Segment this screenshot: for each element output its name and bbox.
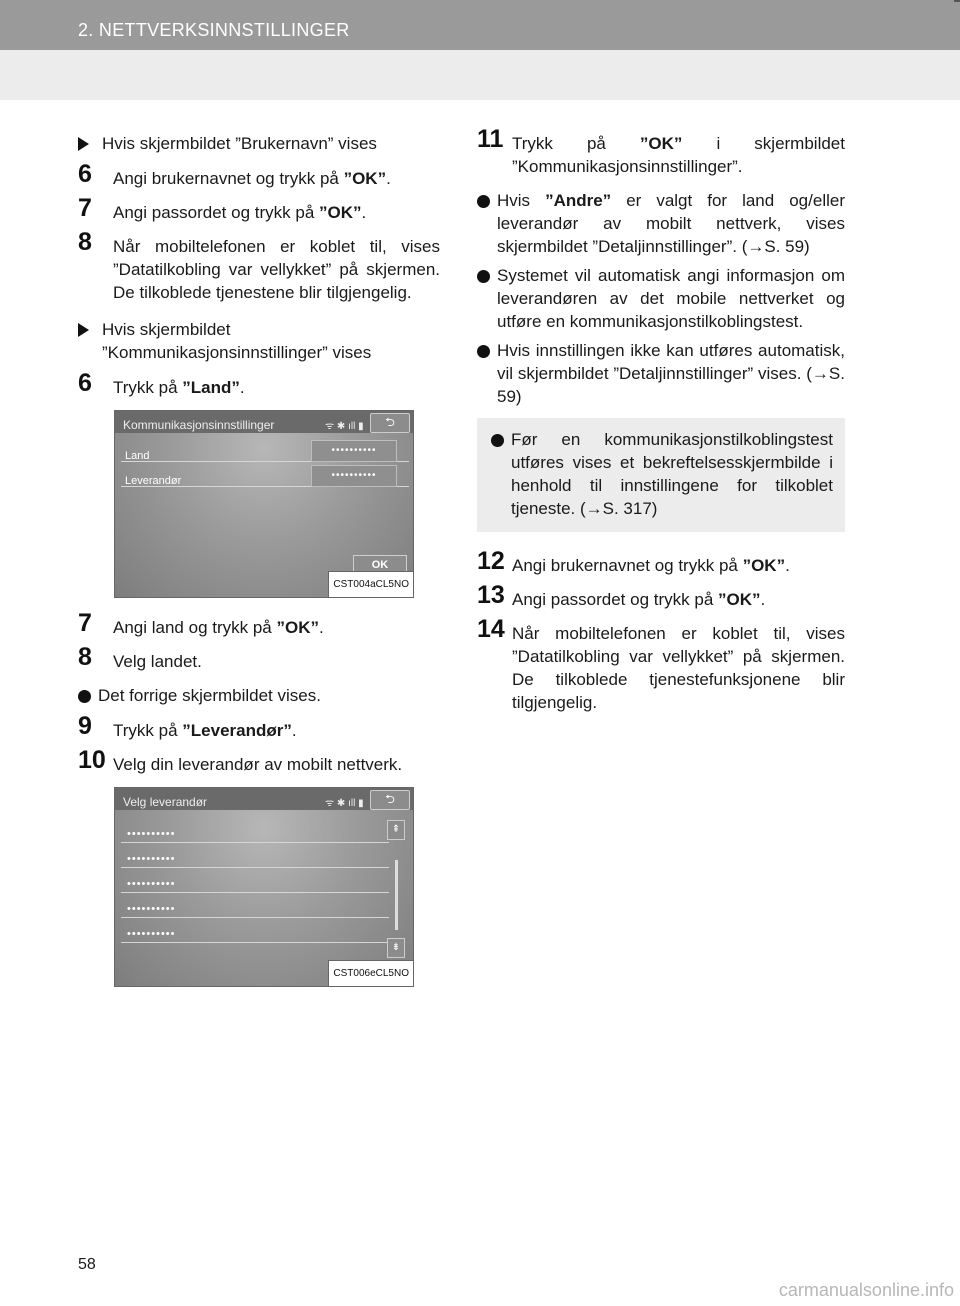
step-number: 11 bbox=[477, 125, 504, 153]
heading-text: Hvis skjermbildet ”Kommunikasjonsinnstillinger” vises bbox=[102, 320, 372, 362]
provider-value: •••••••••• bbox=[311, 465, 397, 487]
note-bullet bbox=[491, 428, 833, 520]
provider-list-item[interactable] bbox=[121, 845, 389, 868]
step-number: 8 bbox=[78, 643, 92, 671]
step-text: Velg landet. bbox=[113, 652, 202, 671]
list-item-text: •••••••••• bbox=[127, 853, 176, 865]
status-icons: ᯤ ✱ ıll ▮ bbox=[325, 421, 364, 432]
step-punct: . bbox=[785, 556, 790, 575]
step-punct: . bbox=[760, 590, 766, 609]
land-value: •••••••••• bbox=[311, 440, 397, 462]
step-8 bbox=[78, 228, 440, 304]
right-column bbox=[477, 125, 845, 725]
list-item-text: •••••••••• bbox=[127, 878, 176, 890]
screen-title: Velg leverandør bbox=[123, 795, 208, 809]
info-bullet bbox=[477, 339, 845, 408]
page-number: 58 bbox=[78, 1256, 96, 1273]
step-number: 6 bbox=[78, 160, 92, 188]
section-title: 2. NETTVERKSINNSTILLINGER bbox=[78, 20, 350, 40]
step-9 bbox=[78, 712, 440, 742]
step-punct: . bbox=[386, 169, 391, 188]
provider-list-item[interactable] bbox=[121, 895, 389, 918]
bullet-text: Hvis innstillingen ikke kan utføres automatisk, vil skjermbildet ”Detaljinnstillinger” vises. (→S. 59) bbox=[497, 341, 845, 406]
bullet-dot-icon bbox=[78, 690, 91, 703]
step-13 bbox=[477, 581, 845, 611]
step-text: Når mobiltelefonen er koblet til, vises ”Datatilkobling var vellykket” på skjermen. De tilkoblede tjenestene blir tilgjengelig. bbox=[113, 237, 440, 302]
screenshot-communication-settings bbox=[114, 410, 414, 598]
step-text: Angi brukernavnet og trykk på bbox=[113, 169, 344, 188]
step-text: Velg din leverandør av mobilt nettverk. bbox=[113, 755, 403, 774]
screen-title-bar bbox=[115, 411, 413, 433]
screen-title-bar bbox=[115, 788, 413, 810]
step-text: Angi brukernavnet og trykk på bbox=[512, 556, 743, 575]
list-item-text: •••••••••• bbox=[127, 903, 176, 915]
step-keyword: ”OK” bbox=[639, 134, 683, 153]
provider-row[interactable] bbox=[121, 466, 409, 487]
step-number: 13 bbox=[477, 581, 505, 609]
step-text: Angi passordet og trykk på bbox=[512, 590, 719, 609]
step-punct: . bbox=[361, 203, 367, 222]
step-text: Når mobiltelefonen er koblet til, vises ”Datatilkobling var vellykket” på skjermen. De tilkoblede tjenestefunksjonene blir tilgjengelig. bbox=[512, 624, 845, 712]
condition-heading bbox=[78, 132, 440, 155]
heading-text: Hvis skjermbildet ”Brukernavn” vises bbox=[102, 134, 377, 153]
status-icons: ᯤ ✱ ıll ▮ bbox=[325, 798, 364, 809]
step-keyword: ”OK” bbox=[319, 203, 362, 222]
bullet-dot-icon bbox=[477, 270, 490, 283]
step-number: 10 bbox=[78, 746, 106, 774]
step-punct: . bbox=[239, 378, 245, 397]
watermark: carmanualsonline.info bbox=[778, 1280, 954, 1300]
scroll-down-button[interactable]: ⇟ bbox=[387, 938, 405, 958]
info-bullet bbox=[78, 684, 440, 707]
bullet-text-cont: er valgt for land og/eller leverandør av mobilt nettverk, vises skjermbildet ”Detaljinnstillinger”. (→S. 59) bbox=[497, 191, 845, 256]
bullet-dot-icon bbox=[491, 434, 504, 447]
step-6 bbox=[78, 160, 440, 190]
back-button[interactable]: ⮌ bbox=[370, 413, 410, 433]
provider-list-item[interactable] bbox=[121, 820, 389, 843]
note-text: Før en kommunikasjonstilkoblingstest utføres vises et bekreftelsesskjermbilde i henhold til innstillingene for tilkoblet tjeneste. (→S. 317) bbox=[511, 430, 833, 518]
scrollbar-track[interactable] bbox=[395, 860, 398, 930]
step-text-cont: i skjermbildet ”Kommunikasjonsinnstillinger”. bbox=[512, 134, 845, 176]
scroll-up-button[interactable]: ⇞ bbox=[387, 820, 405, 840]
step-keyword: ”Leverandør” bbox=[182, 721, 292, 740]
crop-mark bbox=[954, 0, 960, 2]
provider-list-item[interactable] bbox=[121, 920, 389, 943]
step-7-land bbox=[78, 609, 440, 639]
screen-title: Kommunikasjonsinnstillinger bbox=[123, 418, 275, 432]
condition-heading bbox=[78, 318, 440, 364]
step-12 bbox=[477, 547, 845, 577]
triangle-bullet-icon bbox=[78, 323, 89, 337]
step-10 bbox=[78, 746, 440, 776]
triangle-bullet-icon bbox=[78, 137, 89, 151]
bullet-dot-icon bbox=[477, 195, 490, 208]
step-text: Trykk på bbox=[113, 721, 183, 740]
step-14 bbox=[477, 615, 845, 714]
step-punct: . bbox=[291, 721, 297, 740]
figure-code: CST006eCL5NO bbox=[328, 960, 413, 986]
step-text: Angi passordet og trykk på bbox=[113, 203, 320, 222]
step-text: Trykk på bbox=[512, 134, 640, 153]
provider-list-item[interactable] bbox=[121, 870, 389, 893]
step-number: 8 bbox=[78, 228, 92, 256]
step-number: 6 bbox=[78, 369, 92, 397]
step-number: 12 bbox=[477, 547, 505, 575]
step-text: Angi land og trykk på bbox=[113, 618, 277, 637]
step-keyword: ”OK” bbox=[742, 556, 786, 575]
ok-button[interactable]: OK bbox=[353, 555, 407, 575]
step-number: 9 bbox=[78, 712, 92, 740]
step-11 bbox=[477, 125, 845, 178]
step-text: Trykk på bbox=[113, 378, 183, 397]
step-keyword: ”OK” bbox=[276, 618, 319, 637]
step-number: 7 bbox=[78, 194, 92, 222]
screenshot-select-provider bbox=[114, 787, 414, 987]
step-punct: . bbox=[318, 618, 324, 637]
bullet-keyword: ”Andre” bbox=[545, 191, 612, 210]
bullet-text: Systemet vil automatisk angi informasjon om leverandøren av det mobile nettverket og utføre en kommunikasjonstilkoblingstest. bbox=[497, 266, 845, 331]
bullet-text: Hvis bbox=[497, 191, 546, 210]
step-keyword: ”Land” bbox=[182, 378, 240, 397]
figure-code: CST004aCL5NO bbox=[328, 571, 413, 597]
step-6-land bbox=[78, 369, 440, 399]
back-button[interactable]: ⮌ bbox=[370, 790, 410, 810]
list-item-text: •••••••••• bbox=[127, 828, 176, 840]
provider-label: Leverandør bbox=[125, 475, 182, 487]
step-8-country bbox=[78, 643, 440, 673]
land-row[interactable] bbox=[121, 441, 409, 462]
step-7 bbox=[78, 194, 440, 224]
info-bullet bbox=[477, 264, 845, 333]
left-column bbox=[78, 132, 440, 1005]
header-subband bbox=[0, 50, 960, 100]
step-keyword: ”OK” bbox=[718, 590, 761, 609]
list-item-text: •••••••••• bbox=[127, 928, 176, 940]
step-keyword: ”OK” bbox=[343, 169, 387, 188]
bullet-dot-icon bbox=[477, 345, 490, 358]
info-bullet bbox=[477, 189, 845, 258]
land-label: Land bbox=[125, 450, 150, 462]
bullet-text: Det forrige skjermbildet vises. bbox=[98, 686, 321, 705]
step-number: 14 bbox=[477, 615, 505, 643]
step-number: 7 bbox=[78, 609, 92, 637]
note-box bbox=[477, 418, 845, 532]
